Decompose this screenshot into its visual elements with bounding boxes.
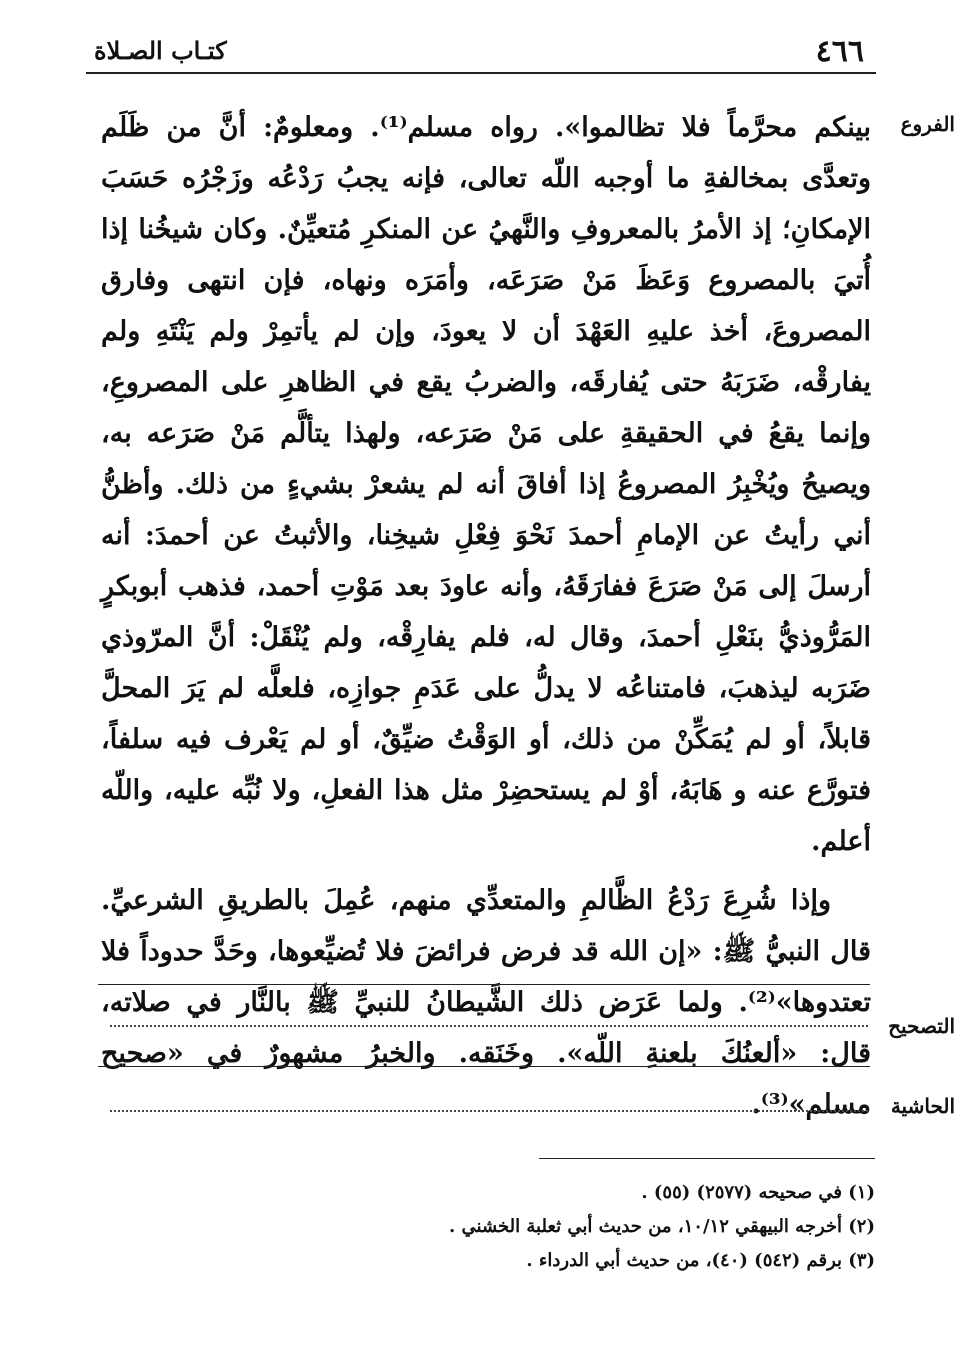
hashiya-dotted-line: [110, 1110, 868, 1112]
header-rule: [86, 72, 876, 74]
paragraph-1: بينكم محرَّماً فلا تظالموا». رواه مسلم⁽¹⁾. ومعلومٌ: أنَّ من ظَلَم وتعدَّى بمخالفةِ ما أوجبه اللّه تعالى، فإنه يجبُ رَدْعُه وزَجْرُه حَسَبَ الإمكانِ؛ إذ الأمرُ بالمعروفِ والنَّهيُ عن المنكرِ مُتعيِّنٌ. وكان شيخُنا إذا أُتيَ بالمصروع وَعَظَ مَنْ صَرَعَه، وأمَرَه ونهاه، فإن انتهى وفارق المصروعَ، أخذ عليهِ العَهْدَ أن لا يعودَ، وإن لم يأتمِرْ ولم يَنْتَهِ ولم يفارقْه، ضَرَبَهُ حتى يُفارقَه، والضربُ يقع في الظاهرِ على المصروعِ، وإنما يقعُ في الحقيقةِ على مَنْ صَرَعه، ولهذا يتألَّم مَنْ صَرَعه به، ويصيحُ ويُخْبِرُ المصروعُ إذا أفاقَ أنه لم يشعرْ بشيءٍ من ذلك. وأظنُّ أني رأيتُ عن الإمامِ أحمدَ نَحْوَ فِعْلِ شيخِنا، والأثبتُ عن أحمدَ: أنه أرسلَ إلى مَنْ صَرَعَ ففارَقَهُ، وأنه عاودَ بعد مَوْتِ أحمد، فذهب أبوبكرٍ المَرُّوذيُّ بنَعْلِ أحمدَ، وقال له، فلم يفارِقْه، ولم يُنْقَلْ: أنَّ المرّوذي ضَرَبه ليذهبَ، فامتناعُه لا يدلُّ على عَدَمِ جوازِه، فلعلَّه لم يَرَ المحلَّ قابلاً، أو لم يُمَكِّنْ من ذلك، أو الوَقْتُ ضيِّقٌ، أو لم يَعْرف فيه سلفاً، فتورَّع عنه و هَابَهُ، أوْ لم يستحضِرْ مثل هذا الفعلِ، ولا نُبِّه عليه، واللّه أعلم.: [101, 112, 872, 857]
section-rule-middle: [98, 1066, 870, 1067]
page-number: ٤٦٦: [815, 34, 864, 69]
footnote-2: (٢) أخرجه البيهقي ١٠/١٢، من حديث أبي ثعلبة الخشني .: [449, 1216, 875, 1237]
footnotes: [175, 1176, 875, 1278]
section-rule-top: [98, 984, 870, 985]
page-header: [86, 30, 874, 70]
tashih-dotted-line: [110, 1025, 868, 1027]
side-label-tashih: التصحيح: [888, 1014, 955, 1038]
book-title: كتـاب الصـلاة: [94, 36, 227, 65]
footnote-rule: [539, 1158, 875, 1159]
footnote-3: (٣) برقم (٥٤٢) (٤٠)، من حديث أبي الدرداء .: [526, 1250, 875, 1271]
paragraph-2: وإذا شُرِعَ رَدْعُ الظَّالمِ والمتعدِّي منهم، عُمِلَ بالطريقِ الشرعيِّ. قال النبيُّ ﷺ: «إن الله قد فرض فرائضَ فلا تُضيِّعوها، وحَدَّ حدوداً فلا تعتدوها»⁽²⁾. ولما عَرَض ذلك الشَّيطانُ للنبيِّ ﷺ بالنَّار في صلاته، قال: «ألعنُكَ بلعنةِ اللّه». وخَنَقه. والخبرُ مشهورٌ في «صحيح مسلم»⁽³⁾.: [101, 885, 871, 1120]
footnote-1: (١) في صحيحه (٢٥٧٧) (٥٥) .: [641, 1182, 875, 1203]
side-label-hashiya: الحاشية: [890, 1094, 955, 1118]
main-text: [101, 102, 871, 1130]
side-label-furu: الفروع: [900, 112, 955, 136]
